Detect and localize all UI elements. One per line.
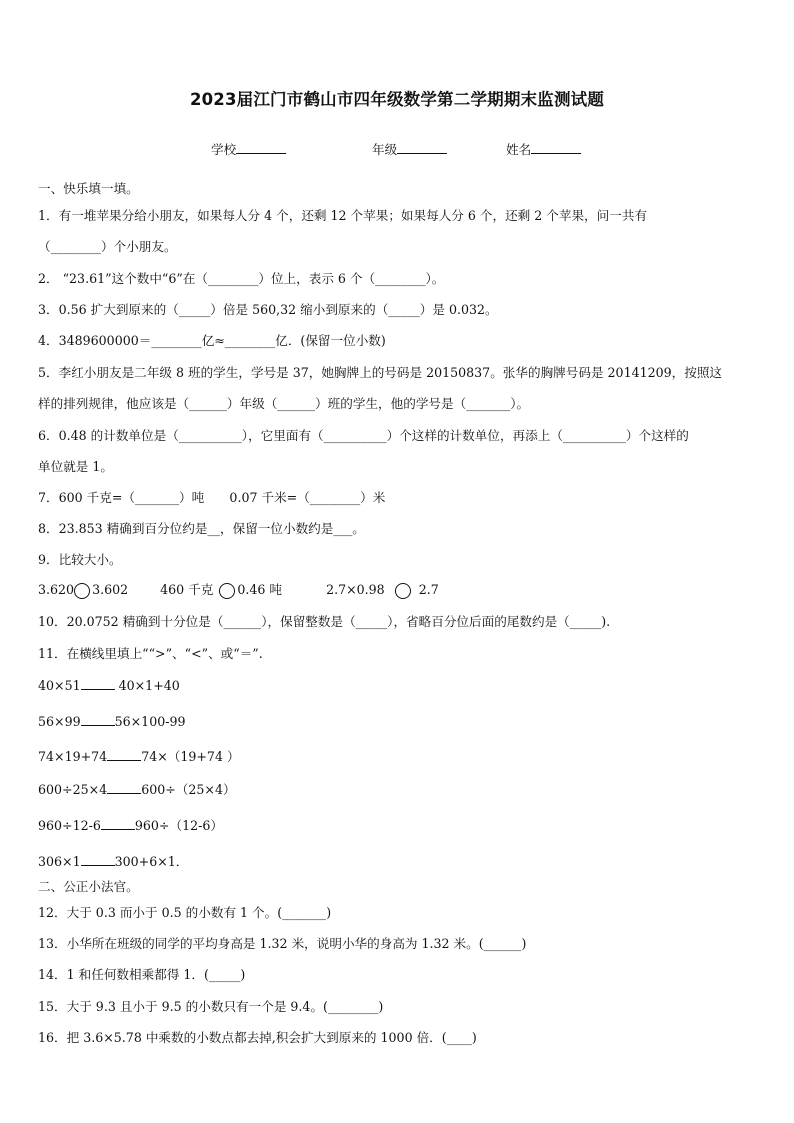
question-4: 4．3489600000＝________亿≈________亿．(保留一位小数) — [38, 333, 386, 348]
q11-item-5-blank[interactable] — [101, 817, 135, 830]
question-5-line-2: 样的排列规律，他应该是（______）年级（______）班的学生，他的学号是（_______）。 — [38, 396, 530, 411]
q11-item-5-left: 960÷12-6 — [38, 818, 101, 833]
compare-c-circle[interactable] — [395, 583, 411, 599]
q11-item-3-blank[interactable] — [107, 748, 141, 761]
section-heading-two: 二、公正小法官。 — [38, 879, 139, 894]
grade-field — [372, 141, 447, 158]
q11-item-2-blank[interactable] — [81, 713, 115, 726]
q11-item-6 — [38, 853, 188, 870]
q11-item-4-left: 600÷25×4 — [38, 782, 108, 797]
compare-a-circle[interactable] — [74, 583, 90, 599]
question-14: 14．1 和任何数相乘都得 1．(_____) — [38, 967, 246, 982]
q11-item-1 — [38, 677, 180, 694]
q11-item-6-blank[interactable] — [81, 853, 115, 866]
q11-item-1-left: 40×51 — [38, 678, 81, 693]
question-9: 9．比较大小。 — [38, 552, 122, 567]
q11-item-5-right: 960÷（12-6） — [134, 818, 223, 833]
name-label: 姓名 — [506, 142, 532, 157]
grade-blank[interactable] — [397, 141, 447, 154]
question-1-line-1: 1．有一堆苹果分给小朋友，如果每人分 4 个，还剩 12 个苹果；如果每人分 6 个，还剩 2 个苹果，问一共有 — [38, 208, 648, 223]
q11-item-2 — [38, 713, 186, 730]
section-heading-one: 一、快乐填一填。 — [38, 181, 139, 196]
question-11: 11．在横线里填上““>”、“<”、或“＝”. — [38, 646, 263, 661]
question-2: 2． “23.61”这个数中“6”在（________）位上，表示 6 个（________）。 — [38, 271, 445, 286]
q11-item-3-left: 74×19+74 — [38, 749, 108, 764]
question-5-line-1: 5．李红小朋友是二年级 8 班的学生，学号是 37，她胸牌上的号码是 20150837。张华的胸牌号码是 20141209，按照这 — [38, 365, 723, 380]
page-title: 2023届江门市鹤山市四年级数学第二学期期末监测试题 — [189, 90, 605, 109]
compare-c-right: 2.7 — [418, 582, 439, 597]
question-1-line-2: （________）个小朋友。 — [38, 239, 177, 254]
q11-item-6-right: 300+6×1． — [114, 854, 189, 869]
q11-item-4 — [38, 781, 236, 798]
question-7: 7．600 千克=（_______）吨 0.07 千米=（________）米 — [38, 490, 386, 505]
q11-item-5 — [38, 817, 223, 834]
compare-c-left: 2.7×0.98 — [326, 582, 385, 597]
question-8: 8．23.853 精确到百分位约是__，保留一位小数约是___。 — [38, 521, 365, 536]
school-label: 学校 — [211, 142, 237, 157]
compare-a-right: 3.602 — [92, 582, 129, 597]
q11-item-3-right: 74×（19+74 ） — [141, 749, 240, 764]
q11-item-2-right: 56×100-99 — [114, 714, 186, 729]
compare-b-circle[interactable] — [219, 583, 235, 599]
question-16: 16．把 3.6×5.78 中乘数的小数点都去掉,积会扩大到原来的 1000 倍．(____) — [38, 1030, 477, 1045]
school-blank[interactable] — [236, 141, 286, 154]
q11-item-4-right: 600÷（25×4） — [141, 782, 236, 797]
name-blank[interactable] — [531, 141, 581, 154]
name-field — [506, 141, 581, 158]
q11-item-1-blank[interactable] — [81, 677, 115, 690]
q11-item-4-blank[interactable] — [107, 781, 141, 794]
q11-item-2-left: 56×99 — [38, 714, 81, 729]
compare-a-left: 3.620 — [38, 582, 75, 597]
school-field — [211, 141, 286, 158]
question-9-comparisons — [38, 582, 439, 599]
question-10: 10．20.0752 精确到十分位是（______），保留整数是（_____），省略百分位后面的尾数约是（_____). — [38, 614, 611, 629]
question-3: 3．0.56 扩大到原来的（_____）倍是 560,32 缩小到原来的（_____）是 0.032。 — [38, 302, 498, 317]
question-12: 12．大于 0.3 而小于 0.5 的小数有 1 个。(_______) — [38, 905, 332, 920]
question-13: 13．小华所在班级的同学的平均身高是 1.32 米，说明小华的身高为 1.32 米。(______) — [38, 936, 527, 951]
question-6-line-1: 6．0.48 的计数单位是（__________），它里面有（__________）个这样的计数单位，再添上（__________）个这样的 — [38, 428, 689, 443]
question-15: 15．大于 9.3 且小于 9.5 的小数只有一个是 9.4。(________) — [38, 999, 384, 1014]
q11-item-1-right: 40×1+40 — [118, 678, 180, 693]
grade-label: 年级 — [372, 142, 398, 157]
question-6-line-2: 单位就是 1。 — [38, 459, 113, 474]
compare-b-right: 0.46 吨 — [237, 582, 283, 597]
q11-item-6-left: 306×1 — [38, 854, 81, 869]
compare-b-left: 460 千克 — [160, 582, 214, 597]
q11-item-3 — [38, 748, 240, 765]
